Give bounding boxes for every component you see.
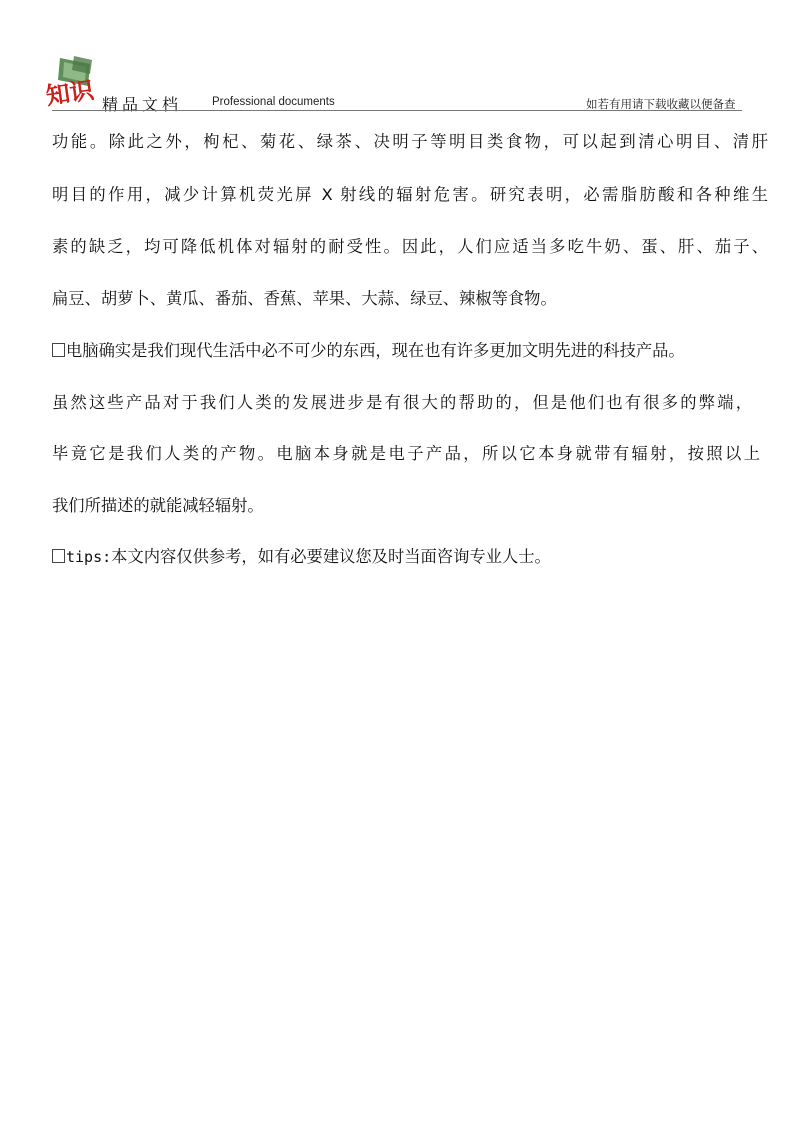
paragraph-line: 扁豆、胡萝卜、黄瓜、番茄、香蕉、苹果、大蒜、绿豆、辣椒等食物。 (52, 289, 557, 308)
tips-label: tips: (66, 548, 112, 566)
header-note: 如若有用请下载收藏以便备查 (586, 97, 736, 111)
paragraph-line: 素的缺乏，均可降低机体对辐射的耐受性。因此，人们应适当多吃牛奶、蛋、肝、茄子、 (52, 237, 768, 256)
header-subtitle: Professional documents (212, 96, 335, 108)
page-header (0, 0, 794, 115)
paragraph-line: 虽然这些产品对于我们人类的发展进步是有很大的帮助的，但是他们也有很多的弊端， (52, 393, 752, 412)
paragraph-line: 明目的作用，减少计算机荧光屏 X 射线的辐射危害。研究表明，必需脂肪酸和各种维生 (52, 185, 768, 204)
paragraph-line (52, 338, 685, 364)
paragraph-line: 功能。除此之外，枸杞、菊花、绿茶、决明子等明目类食物，可以起到清心明目、清肝 (52, 132, 768, 151)
header-divider (52, 110, 742, 111)
bullet-box-icon (52, 343, 65, 357)
header-title: 精品文档 (102, 95, 183, 114)
logo-text: 知识 (44, 74, 96, 110)
tips-text: 本文内容仅供参考，如有必要建议您及时当面咨询专业人士。 (111, 547, 551, 566)
book-logo-icon (44, 54, 104, 110)
paragraph-text: 电脑确实是我们现代生活中必不可少的东西，现在也有许多更加文明先进的科技产品。 (66, 341, 685, 360)
paragraph-line: 毕竟它是我们人类的产物。电脑本身就是电子产品，所以它本身就带有辐射，按照以上 (52, 444, 760, 463)
paragraph-line: 我们所描述的就能减轻辐射。 (52, 496, 264, 515)
tips-line (52, 544, 551, 570)
bullet-box-icon (52, 549, 65, 563)
